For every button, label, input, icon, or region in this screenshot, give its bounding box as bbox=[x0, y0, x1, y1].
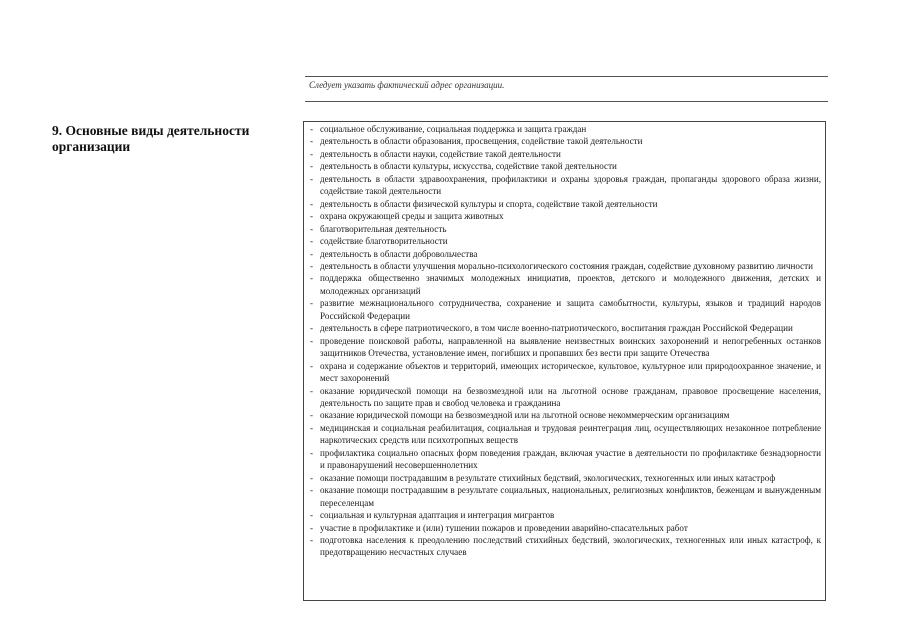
bullet-dash: - bbox=[310, 510, 314, 521]
activity-text: деятельность в области здравоохранения, профилактики и охраны здоровья граждан, пропаганды здорового образа жизни, содействие такой деятельности bbox=[320, 173, 821, 197]
bullet-dash: - bbox=[310, 360, 314, 371]
activities-list bbox=[310, 123, 821, 559]
activity-item bbox=[310, 385, 821, 410]
activity-item bbox=[310, 534, 821, 559]
activity-item bbox=[310, 135, 821, 147]
activity-item bbox=[310, 235, 821, 247]
activity-item bbox=[310, 198, 821, 210]
address-field-bottom-rule bbox=[305, 101, 828, 102]
activity-item bbox=[310, 360, 821, 385]
activity-text: деятельность в области добровольчества bbox=[320, 248, 478, 259]
activity-text: содействие благотворительности bbox=[320, 236, 448, 247]
bullet-dash: - bbox=[310, 385, 314, 396]
activity-item bbox=[310, 509, 821, 521]
activity-text: деятельность в области науки, содействие такой деятельности bbox=[320, 148, 561, 159]
bullet-dash: - bbox=[310, 410, 314, 421]
section-heading: 9. Основные виды деятельности организации bbox=[52, 123, 250, 154]
activity-item bbox=[310, 422, 821, 447]
activity-item bbox=[310, 173, 821, 198]
bullet-dash: - bbox=[310, 223, 314, 234]
activity-text: участие в профилактике и (или) тушении пожаров и проведении аварийно-спасательных работ bbox=[320, 522, 688, 533]
activity-text: деятельность в области культуры, искусства, содействие такой деятельности bbox=[320, 161, 617, 172]
bullet-dash: - bbox=[310, 298, 314, 309]
activity-item bbox=[310, 335, 821, 360]
address-instruction-note: Следует указать фактический адрес организации. bbox=[309, 80, 505, 90]
activity-text: деятельность в области образования, просвещения, содействие такой деятельности bbox=[320, 136, 643, 147]
activity-item bbox=[310, 472, 821, 484]
activity-text: оказание помощи пострадавшим в результате социальных, национальных, религиозных конфликтов, беженцам и вынужденным переселенцам bbox=[320, 485, 821, 508]
activity-item bbox=[310, 322, 821, 334]
bullet-dash: - bbox=[310, 534, 314, 545]
activity-text: социальное обслуживание, социальная поддержка и защита граждан bbox=[320, 124, 587, 134]
bullet-dash: - bbox=[310, 522, 314, 533]
activity-text: проведение поисковой работы, направленной на выявление неизвестных воинских захоронений и непогребенных останков защитников Отечества, установление имен, погибших и пропавших без вести при защите Отечества bbox=[320, 335, 821, 359]
activity-item bbox=[310, 223, 821, 235]
activity-item bbox=[310, 484, 821, 509]
activity-text: деятельность в сфере патриотического, в том числе военно-патриотического, воспитания граждан Российской Федерации bbox=[320, 323, 793, 334]
activity-text: благотворительная деятельность bbox=[320, 223, 447, 234]
activity-text: развитие межнационального сотрудничества, сохранение и защита самобытности, культуры, языков и традиций народов Российской Федерации bbox=[320, 298, 821, 321]
activity-item bbox=[310, 297, 821, 322]
activity-item bbox=[310, 123, 821, 135]
bullet-dash: - bbox=[310, 485, 314, 496]
bullet-dash: - bbox=[310, 198, 314, 209]
activity-text: поддержка общественно значимых молодежных инициатив, проектов, детского и молодежного движения, детских и молодежных организаций bbox=[320, 273, 821, 296]
activity-item bbox=[310, 447, 821, 472]
activity-text: социальная и культурная адаптация и интеграция мигрантов bbox=[320, 510, 555, 521]
activity-item bbox=[310, 260, 821, 272]
activity-item bbox=[310, 160, 821, 172]
address-field-top-rule bbox=[305, 76, 828, 77]
bullet-dash: - bbox=[310, 273, 314, 284]
bullet-dash: - bbox=[310, 211, 314, 222]
bullet-dash: - bbox=[310, 148, 314, 159]
activity-text: оказание помощи пострадавшим в результате стихийных бедствий, экологических, техногенных или иных катастроф bbox=[320, 472, 776, 483]
bullet-dash: - bbox=[310, 260, 314, 271]
bullet-dash: - bbox=[310, 422, 314, 433]
activity-text: охрана окружающей среды и защита животных bbox=[320, 211, 504, 222]
activity-text: деятельность в области физической культуры и спорта, содействие такой деятельности bbox=[320, 198, 658, 209]
activity-text: охрана и содержание объектов и территорий, имеющих историческое, культовое, культурное или природоохранное значение, и мест захоронений bbox=[320, 360, 821, 384]
activity-text: оказание юридической помощи на безвозмездной или на льготной основе гражданам, правовое просвещение населения, деятельность по защите прав и свобод человека и гражданина bbox=[320, 385, 821, 408]
bullet-dash: - bbox=[310, 323, 314, 334]
bullet-dash: - bbox=[310, 161, 314, 172]
activity-text: медицинская и социальная реабилитация, социальная и трудовая реинтеграция лиц, осуществляющих незаконное потребление наркотических средств или психотропных веществ bbox=[320, 422, 821, 446]
activity-item bbox=[310, 148, 821, 160]
bullet-dash: - bbox=[310, 472, 314, 483]
activity-item bbox=[310, 248, 821, 260]
bullet-dash: - bbox=[310, 236, 314, 247]
bullet-dash: - bbox=[310, 124, 314, 134]
bullet-dash: - bbox=[310, 136, 314, 147]
activity-item bbox=[310, 522, 821, 534]
bullet-dash: - bbox=[310, 447, 314, 458]
activities-box bbox=[303, 121, 826, 601]
bullet-dash: - bbox=[310, 173, 314, 184]
activity-item bbox=[310, 210, 821, 222]
activity-text: профилактика социально опасных форм поведения граждан, включая участие в деятельности по профилактике безнадзорности и правонарушений несовершеннолетних bbox=[320, 447, 821, 471]
bullet-dash: - bbox=[310, 248, 314, 259]
activity-text: оказание юридической помощи на безвозмездной или на льготной основе некоммерческим организациям bbox=[320, 410, 730, 421]
bullet-dash: - bbox=[310, 335, 314, 346]
activity-text: деятельность в области улучшения морально-психологического состояния граждан, содействие духовному развитию личности bbox=[320, 260, 813, 271]
activity-item bbox=[310, 272, 821, 297]
activity-item bbox=[310, 409, 821, 421]
activity-text: подготовка населения к преодолению последствий стихийных бедствий, экологических, техногенных или иных катастроф, к предотвращению несчастных случаев bbox=[320, 534, 821, 558]
